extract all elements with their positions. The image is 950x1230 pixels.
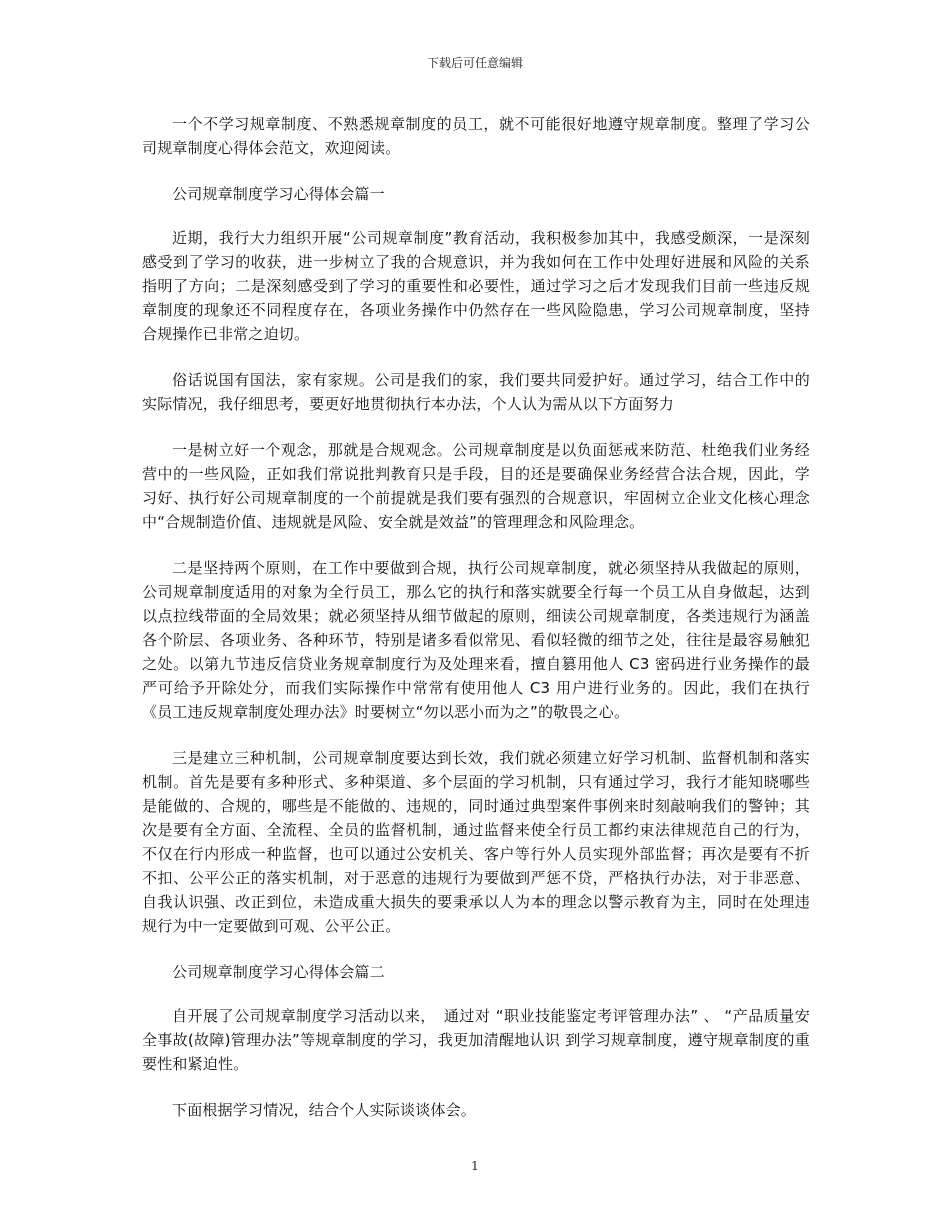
page-number: 1 [471, 1159, 479, 1173]
body-paragraph: 俗话说国有国法，家有家规。公司是我们的家，我们要共同爱护好。通过学习，结合工作中的实际情况，我仔细思考，要更好地贯彻执行本办法，个人认为需从以下方面努力 [142, 371, 810, 413]
body-paragraph: 自开展了公司规章制度学习活动以来， 通过对 “职业技能鉴定考评管理办法” 、 “产品质量安全事故(故障)管理办法”等规章制度的学习，我更加清醒地认识 到学习规章制度，遵守规章制度的重要性和紧迫性。 [142, 1007, 810, 1073]
body-paragraph: 二是坚持两个原则，在工作中要做到合规，执行公司规章制度，就必须坚持从我做起的原则，公司规章制度适用的对象为全行员工，那么它的执行和落实就要全行每一个员工从自身做起，达到以点拉线带面的全局效果；就必须坚持从细节做起的原则，细读公司规章制度，各类违规行为涵盖各个阶层、各项业务、各种环节，特别是诸多看似常见、看似轻微的细节之处，往往是最容易触犯之处。以第九节违反信贷业务规章制度行为及处理来看，擅自篡用他人 C3 密码进行业务操作的最严可给予开除处分，而我们实际操作中常常有使用他人 C3 用户进行业务的。因此，我们在执行《员工违反规章制度处理办法》时要树立“勿以恶小而为之”的敬畏之心。 [142, 559, 810, 721]
body-paragraph: 一是树立好一个观念，那就是合规观念。公司规章制度是以负面惩戒来防范、杜绝我们业务经营中的一些风险，正如我们常说批判教育只是手段，目的还是要确保业务经营合法合规，因此，学习好、执行好公司规章制度的一个前提就是我们要有强烈的合规意识，牢固树立企业文化核心理念中“合规制造价值、违规就是风险、安全就是效益”的管理理念和风险理念。 [142, 441, 810, 531]
body-paragraph: 近期，我行大力组织开展“公司规章制度”教育活动，我积极参加其中，我感受颇深，一是深刻感受到了学习的收获，进一步树立了我的合规意识，并为我如何在工作中处理好进展和风险的关系指明了方向；二是深刻感受到了学习的重要性和必要性，通过学习之后才发现我们目前一些违反规章制度的现象还不同程度存在，各项业务操作中仍然存在一些风险隐患，学习公司规章制度，坚持合规操作已非常之迫切。 [142, 229, 810, 343]
body-paragraph: 三是建立三种机制，公司规章制度要达到长效，我们就必须建立好学习机制、监督机制和落实机制。首先是要有多种形式、多种渠道、多个层面的学习机制，只有通过学习，我行才能知晓哪些是能做的、合规的，哪些是不能做的、违规的，同时通过典型案件事例来时刻敲响我们的警钟；其次是要有全方面、全流程、全员的监督机制，通过监督来使全行员工都约束法律规范自己的行为，不仅在行内形成一种监督，也可以通过公安机关、客户等行外人员实现外部监督；再次是要有不折不扣、公平公正的落实机制，对于恶意的违规行为要做到严惩不贷，严格执行办法，对于非恶意、自我认识强、改正到位，未造成重大损失的要秉承以人为本的理念以警示教育为主，同时在处理违规行为中一定要做到可观、公平公正。 [142, 749, 810, 935]
page-header: 下载后可任意编辑 [426, 56, 523, 70]
body-paragraph: 下面根据学习情况，结合个人实际谈谈体会。 [172, 1101, 477, 1119]
section-heading-2: 公司规章制度学习心得体会篇二 [172, 963, 385, 981]
section-heading-1: 公司规章制度学习心得体会篇一 [172, 185, 385, 203]
intro-paragraph: 一个不学习规章制度、不熟悉规章制度的员工，就不可能很好地遵守规章制度。整理了学习公司规章制度心得体会范文，欢迎阅读。 [142, 115, 810, 157]
document-body [142, 112, 810, 1144]
